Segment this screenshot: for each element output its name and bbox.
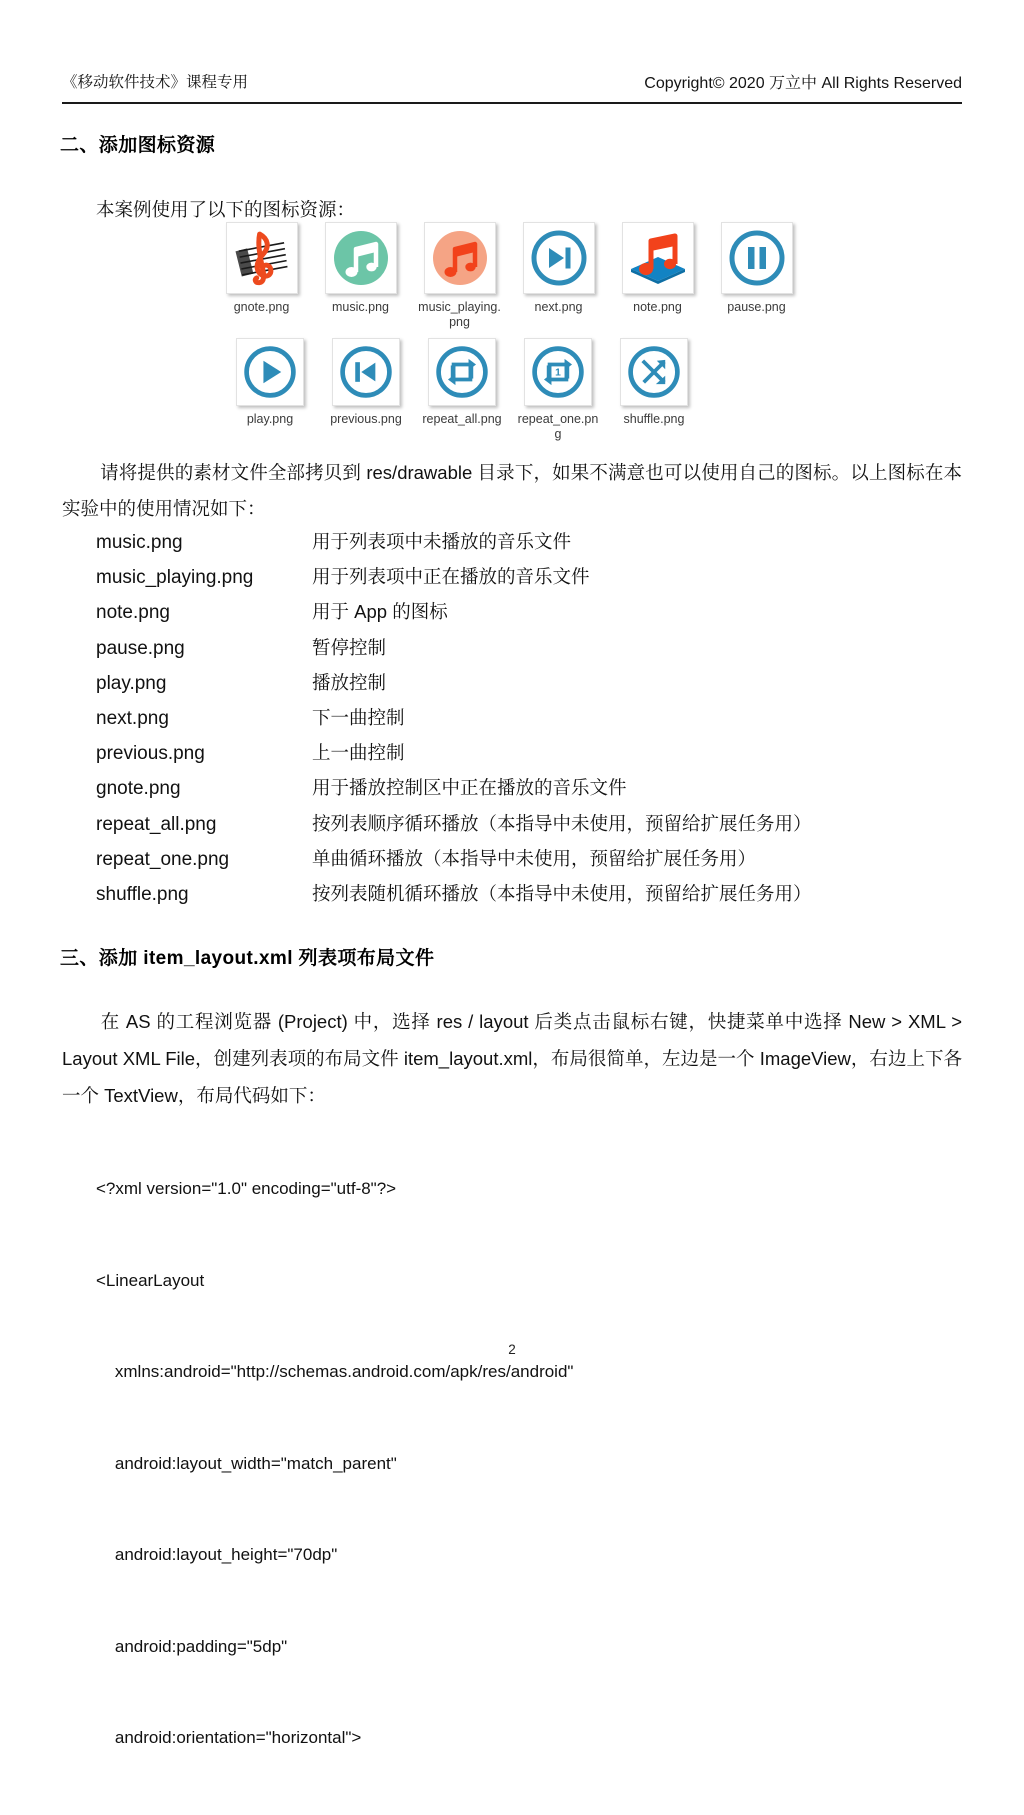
previous-track-circle-icon [332,338,400,406]
icon-row-2 [222,338,812,442]
icon-cell-music-playing [410,222,509,330]
svg-text:1: 1 [555,367,561,379]
icon-caption: shuffle.png [623,412,685,426]
icon-file-description: 暂停控制 [312,636,387,658]
icon-file-name: previous.png [96,743,205,765]
icon-file-name: gnote.png [96,778,181,800]
icon-cell-gnote [212,222,311,315]
code-line: <?xml version="1.0" encoding="utf-8"?> [96,1179,397,1198]
list-item [96,845,976,880]
icon-file-name: shuffle.png [96,883,189,905]
gnote-icon [226,222,298,294]
code-line: <LinearLayout [96,1270,205,1290]
icon-caption: music.png [332,300,389,314]
icon-caption: repeat_all.png [422,412,502,426]
icon-cell-repeat-one [510,338,606,442]
list-item [96,634,976,669]
icon-file-description: 用于播放控制区中正在播放的音乐文件 [312,777,627,799]
icon-caption: gnote.png [233,300,290,314]
icon-file-name: repeat_one.png [96,848,230,870]
icon-caption: music_playing.png [418,300,501,329]
icon-file-name: repeat_all.png [96,813,217,835]
section-heading-three: 三、添加 item_layout.xml 列表项布局文件 [60,948,435,969]
list-item [96,598,976,633]
icon-file-description: 用于列表项中正在播放的音乐文件 [312,566,590,588]
icon-cell-pause [707,222,806,315]
list-item [96,739,976,774]
icon-file-name: play.png [96,672,167,694]
icon-resource-grid [212,222,812,442]
list-item [96,563,976,598]
as-instruction-paragraph [62,1003,962,1114]
icon-cell-repeat-all [414,338,510,427]
next-track-circle-icon [523,222,595,294]
icon-row-1 [212,222,812,330]
icon-cell-note [608,222,707,315]
header-course-label: 《移动软件技术》课程专用 [62,74,249,91]
note-plate-icon [622,222,694,294]
music-playing-note-circle-icon [424,222,496,294]
code-line: android:padding="5dp" [96,1636,288,1656]
icon-file-description: 按列表顺序循环播放（本指导中未使用，预留给扩展任务用） [312,812,812,834]
music-note-circle-icon [325,222,397,294]
as-instruction-text: 在 AS 的工程浏览器 (Project) 中，选择 res / layout 后类点击鼠标右键，快捷菜单中选择 New > XML > Layout XML File，创建列表项的布局文件 item_layout.xml，布局很简单，左边是一个 ImageView，右边上下各一个 TextView，布局代码如下： [62,1011,962,1106]
code-line: android:layout_width="match_parent" [96,1453,397,1473]
icon-cell-next [509,222,608,315]
list-item [96,528,976,563]
icon-caption: play.png [246,412,294,426]
repeat-one-circle-icon [524,338,592,406]
icon-cell-previous [318,338,414,427]
icon-file-description: 上一曲控制 [312,742,405,764]
header-copyright: Copyright© 2020 万立中 All Rights Reserved [644,75,962,92]
repeat-all-circle-icon [428,338,496,406]
pause-circle-icon [721,222,793,294]
icon-file-description: 用于列表项中未播放的音乐文件 [312,531,572,552]
page-header [62,70,962,104]
icon-file-description: 用于 App 的图标 [312,601,448,623]
xml-code-block [96,1113,896,1815]
copy-instruction-text: 请将提供的素材文件全部拷贝到 res/drawable 目录下，如果不满意也可以使用自己的图标。以上图标在本实验中的使用情况如下： [62,462,962,519]
icon-usage-list [96,528,976,915]
list-item [96,774,976,809]
icon-caption: pause.png [727,300,786,314]
icon-file-description: 按列表随机循环播放（本指导中未使用，预留给扩展任务用） [312,882,812,904]
shuffle-circle-icon [620,338,688,406]
page-number: 2 [508,1342,516,1357]
list-item [96,810,976,845]
list-item [96,669,976,704]
icon-file-description: 播放控制 [312,671,387,693]
icon-cell-music [311,222,410,315]
icon-file-name: music_playing.png [96,567,254,589]
icon-caption: previous.png [330,412,402,426]
play-circle-icon [236,338,304,406]
intro-paragraph: 本案例使用了以下的图标资源： [96,199,356,220]
list-item [96,880,976,915]
section-heading-two: 二、添加图标资源 [60,135,216,156]
icon-caption: next.png [534,300,583,314]
icon-file-name: music.png [96,532,183,553]
icon-file-description: 单曲循环播放（本指导中未使用，预留给扩展任务用） [312,847,757,869]
copy-instruction-paragraph [62,455,962,527]
icon-cell-shuffle [606,338,702,427]
code-line: android:layout_height="70dp" [96,1545,338,1564]
icon-caption: repeat_one.png [517,412,599,441]
icon-caption: note.png [633,300,682,314]
icon-file-description: 下一曲控制 [312,706,405,728]
icon-file-name: note.png [96,602,170,624]
icon-cell-play [222,338,318,427]
code-line: android:orientation="horizontal"> [96,1728,362,1747]
icon-file-name: next.png [96,707,169,729]
code-line: xmlns:android="http://schemas.android.com/apk/res/android" [96,1362,574,1381]
list-item [96,704,976,739]
icon-file-name: pause.png [96,637,185,659]
